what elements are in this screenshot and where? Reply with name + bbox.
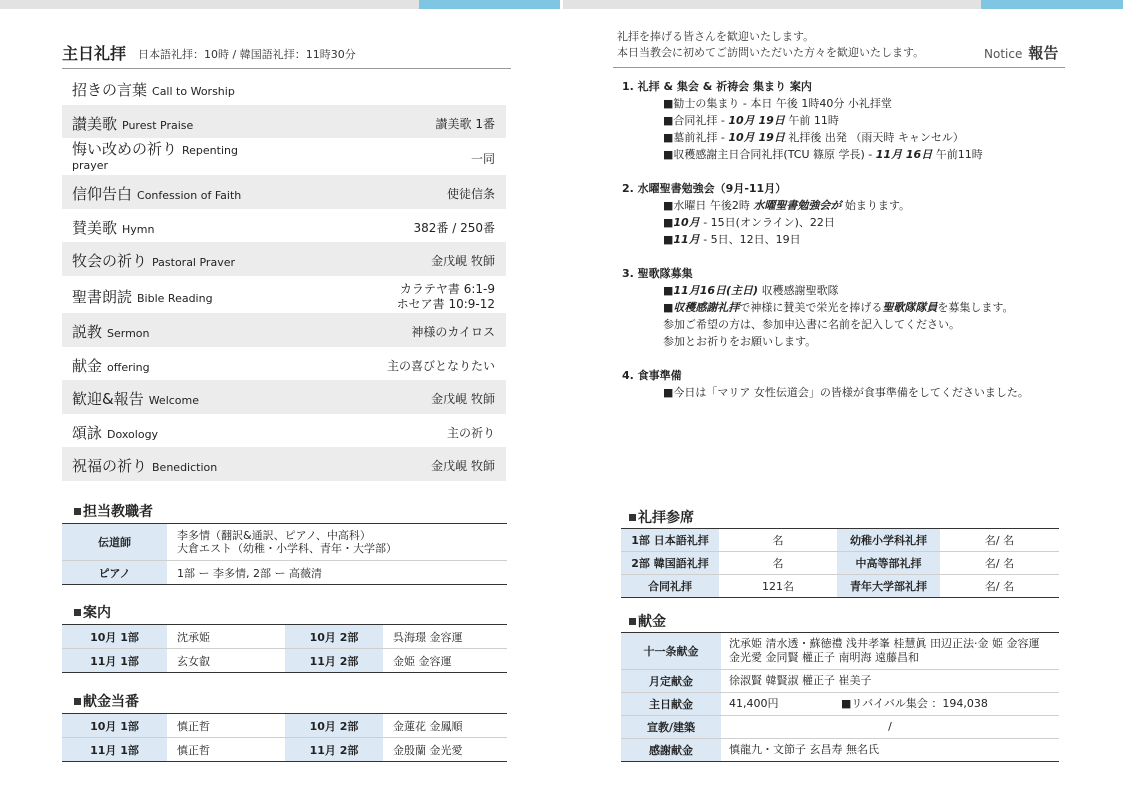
order-item-en-cont: prayer	[72, 159, 109, 173]
guide-name: 金姫 金容運	[383, 649, 507, 673]
attendance-table	[621, 528, 1059, 598]
guide-name: 玄女叡	[167, 649, 285, 673]
order-item-value: 主の祈り	[446, 425, 495, 440]
news-line: ■ 収穫感謝主日合同礼拝(TCU 篠原 学長) - 11月 16日 午前11時	[622, 146, 983, 163]
order-item-en: Pastoral Praver	[152, 256, 235, 270]
worship-times: 日本語礼拝：10時 / 韓国語礼拝：11時30分	[138, 48, 356, 61]
staff-value: 1部 ー 李多情, 2部 ー 高薇清	[167, 561, 507, 585]
donation-names: 沈承姫 清水透・蘇徳禮 浅井孝峯 桂慧眞 田辺正法·金 姫 金容運 金光愛 金同賢 權正子 南明海 遠藤昌和	[721, 633, 1059, 670]
top-bar-accent	[981, 0, 1123, 9]
news-line: ■ 11月16日(主日) 収穫感謝聖歌隊	[622, 282, 1014, 299]
news-line: ■ 墓前礼拝 - 10月 19日 礼拝後 出発 （雨天時 キャンセル）	[622, 129, 983, 146]
duty-month-label: 11月 1部	[62, 738, 167, 762]
attendance-label: 2部 韓国語礼拝	[621, 552, 719, 575]
order-row-repenting-prayer	[62, 138, 506, 175]
order-item-value: カラテヤ書 6:1-9	[399, 281, 495, 296]
order-row-praise	[62, 105, 506, 139]
table-row	[621, 575, 1059, 598]
order-row-sermon	[62, 313, 506, 347]
duty-name: 慎正哲	[167, 714, 285, 738]
order-item-en: Confession of Faith	[137, 189, 242, 203]
staff-value: 李多情（翻訳&通訳、ピアノ、中高科） 大倉エスト（幼稚・小学科、青年・大学部）	[167, 524, 507, 561]
table-row	[621, 633, 1059, 670]
guide-name: 沈承姫	[167, 625, 285, 649]
order-item-en: Bible Reading	[137, 291, 213, 305]
news-heading: 1. 礼拝 & 集会 & 祈祷会 集まり 案内	[622, 80, 812, 93]
donations-section-title: 献金	[629, 611, 666, 631]
order-item-en: Call to Worship	[152, 85, 235, 98]
order-item-value: 一同	[470, 152, 495, 167]
notice-heading: Notice 報告	[984, 44, 1059, 62]
duty-month-label: 11月 2部	[285, 738, 383, 762]
donation-amount: 41,400円 ■リバイバル集会 ：194,038	[721, 693, 1059, 716]
duty-name: 金殷蘭 金光愛	[383, 738, 507, 762]
table-row	[62, 738, 507, 762]
news-item-gatherings	[622, 78, 983, 163]
donation-names: /	[721, 716, 1059, 739]
order-item-value: 382番 / 250番	[413, 220, 495, 235]
news-line: ■ 勧士の集まり - 本日 午後 1時40分 小礼拝堂	[622, 95, 983, 112]
attendance-label: 中高等部礼拝	[837, 552, 940, 575]
table-row	[621, 529, 1059, 552]
order-item-en: Purest Praise	[122, 118, 194, 132]
order-item-value: 神様のカイロス	[411, 324, 495, 339]
order-item-jp: 頌詠	[72, 423, 103, 442]
order-item-jp: 讃美歌	[72, 114, 118, 133]
order-item-en: Doxology	[107, 427, 159, 441]
square-bullet-icon	[629, 514, 636, 521]
donation-label: 感謝献金	[621, 739, 721, 762]
top-bar-accent	[419, 0, 560, 9]
order-item-value: 金戊峴 牧師	[431, 459, 495, 474]
order-row-welcome	[62, 380, 506, 414]
attendance-count: 名/ 名	[940, 529, 1059, 552]
square-bullet-icon	[74, 609, 81, 616]
news-heading: 3. 聖歌隊募集	[622, 267, 693, 280]
donation-names: 慎龍九・文節子 玄昌寿 無名氏	[721, 739, 1059, 762]
attendance-label: 幼稚小学科礼拝	[837, 529, 940, 552]
donation-label: 十一条献金	[621, 633, 721, 670]
order-item-jp: 歓迎&報告	[72, 390, 144, 409]
order-item-en: Sermon	[107, 326, 150, 340]
order-item-value: 使徒信条	[446, 187, 495, 202]
order-item-en: Hymn	[122, 222, 155, 236]
order-item-jp: 聖書朗読	[72, 287, 133, 306]
order-item-value-2: ホセア書 10:9-12	[396, 296, 495, 311]
news-item-meal	[622, 367, 1029, 401]
square-bullet-icon	[74, 698, 81, 705]
order-item-jp: 献金	[72, 356, 103, 375]
top-bar-left	[0, 0, 560, 9]
table-row	[621, 693, 1059, 716]
table-row	[62, 524, 507, 561]
order-item-en: Welcome	[148, 394, 200, 408]
donation-label: 主日献金	[621, 693, 721, 716]
table-row	[621, 552, 1059, 575]
attendance-count: 名	[719, 529, 837, 552]
duty-name: 慎正哲	[167, 738, 285, 762]
order-item-jp: 祝福の祈り	[72, 457, 148, 476]
news-line: ■ 今日は「マリア 女性伝道会」の皆様が食事準備をしてくださいました。	[622, 384, 1029, 401]
attendance-count: 名/ 名	[940, 552, 1059, 575]
staff-label: ピアノ	[62, 561, 167, 585]
square-bullet-icon	[629, 618, 636, 625]
worship-order-header	[62, 38, 511, 69]
news-line: ■ 水曜日 午後2時 水曜聖書勉強会が 始まります。	[622, 197, 910, 214]
attendance-count: 121名	[719, 575, 837, 598]
news-item-bible-study	[622, 180, 910, 248]
order-item-en: Benediction	[152, 461, 218, 475]
news-heading: 4. 食事準備	[622, 369, 682, 382]
worship-order-list	[62, 71, 506, 481]
table-row	[621, 670, 1059, 693]
order-item-jp: 招きの言葉	[72, 81, 148, 99]
table-row	[62, 649, 507, 673]
duty-month-label: 10月 1部	[62, 714, 167, 738]
duty-month-label: 10月 2部	[285, 714, 383, 738]
welcome-message: 礼拝を捧げる皆さんを歓迎いたします。 本日当教会に初めてご訪問いただいた方々を歓迎いたします。	[617, 30, 925, 59]
news-line: ■ 11月 - 5日、12日、19日	[622, 231, 910, 248]
staff-label: 伝道師	[62, 524, 167, 561]
guide-month-label: 11月 1部	[62, 649, 167, 673]
donation-label: 月定献金	[621, 670, 721, 693]
news-item-choir	[622, 265, 1014, 350]
duty-name: 金蓮花 金鳳順	[383, 714, 507, 738]
attendance-count: 名/ 名	[940, 575, 1059, 598]
order-item-value: 金戊峴 牧師	[431, 254, 495, 269]
top-bar-right	[563, 0, 1123, 9]
divider	[613, 67, 1065, 68]
table-row	[62, 625, 507, 649]
order-item-en: offering	[107, 360, 150, 374]
table-row	[621, 739, 1059, 762]
guide-month-label: 10月 1部	[62, 625, 167, 649]
attendance-count: 名	[719, 552, 837, 575]
news-line: ■ 合同礼拝 - 10月 19日 午前 11時	[622, 112, 983, 129]
order-row-pastoral-prayer	[62, 242, 506, 276]
offering-duty-section-title: 献金当番	[74, 691, 139, 711]
guide-month-label: 11月 2部	[285, 649, 383, 673]
order-item-value: 主の喜びとなりたい	[386, 358, 495, 373]
attendance-label: 青年大学部礼拝	[837, 575, 940, 598]
order-item-jp: 信仰告白	[72, 185, 133, 204]
donation-label: 宣教/建築	[621, 716, 721, 739]
order-row-hymn	[62, 209, 506, 243]
news-line: ■ 10月 - 15日(オンライン)、22日	[622, 214, 910, 231]
news-line: ■ 収穫感謝礼拝で神様に賛美で栄光を捧げる聖歌隊隊員を募集します。	[622, 299, 1014, 316]
order-row-benediction	[62, 447, 506, 481]
order-item-value: 讃美歌 1番	[435, 116, 495, 131]
order-item-value: 金戊峴 牧師	[431, 392, 495, 407]
staff-table	[62, 523, 507, 585]
order-row-doxology	[62, 414, 506, 448]
guide-name: 呉海璟 金容運	[383, 625, 507, 649]
order-row-call-to-worship	[62, 71, 506, 105]
attendance-label: 合同礼拝	[621, 575, 719, 598]
guide-month-label: 10月 2部	[285, 625, 383, 649]
order-item-jp: 説教	[72, 322, 103, 341]
table-row	[62, 561, 507, 585]
table-row	[621, 716, 1059, 739]
attendance-section-title: 礼拝参席	[629, 507, 694, 527]
order-row-bible-reading	[62, 276, 506, 313]
order-item-en: Repenting	[182, 144, 238, 158]
donations-table	[621, 632, 1059, 762]
order-item-jp: 賛美歌	[72, 218, 118, 237]
attendance-label: 1部 日本語礼拝	[621, 529, 719, 552]
news-heading: 2. 水曜聖書勉強会（9月-11月）	[622, 182, 787, 195]
news-line: 参加ご希望の方は、参加申込書に名前を記入してください。	[663, 318, 960, 331]
order-item-jp: 悔い改めの祈り	[72, 140, 178, 159]
order-row-confession	[62, 175, 506, 209]
guide-table	[62, 624, 507, 673]
table-row	[62, 714, 507, 738]
news-line: 参加とお祈りをお願いします。	[663, 335, 817, 348]
donation-names: 徐淑賢 韓賢淑 權正子 崔美子	[721, 670, 1059, 693]
order-row-offering	[62, 347, 506, 381]
worship-title: 主日礼拝	[62, 44, 127, 63]
staff-section-title: 担当教職者	[74, 501, 153, 521]
square-bullet-icon	[74, 508, 81, 515]
order-item-jp: 牧会の祈り	[72, 252, 148, 271]
offering-duty-table	[62, 713, 507, 762]
guide-section-title: 案内	[74, 602, 111, 622]
